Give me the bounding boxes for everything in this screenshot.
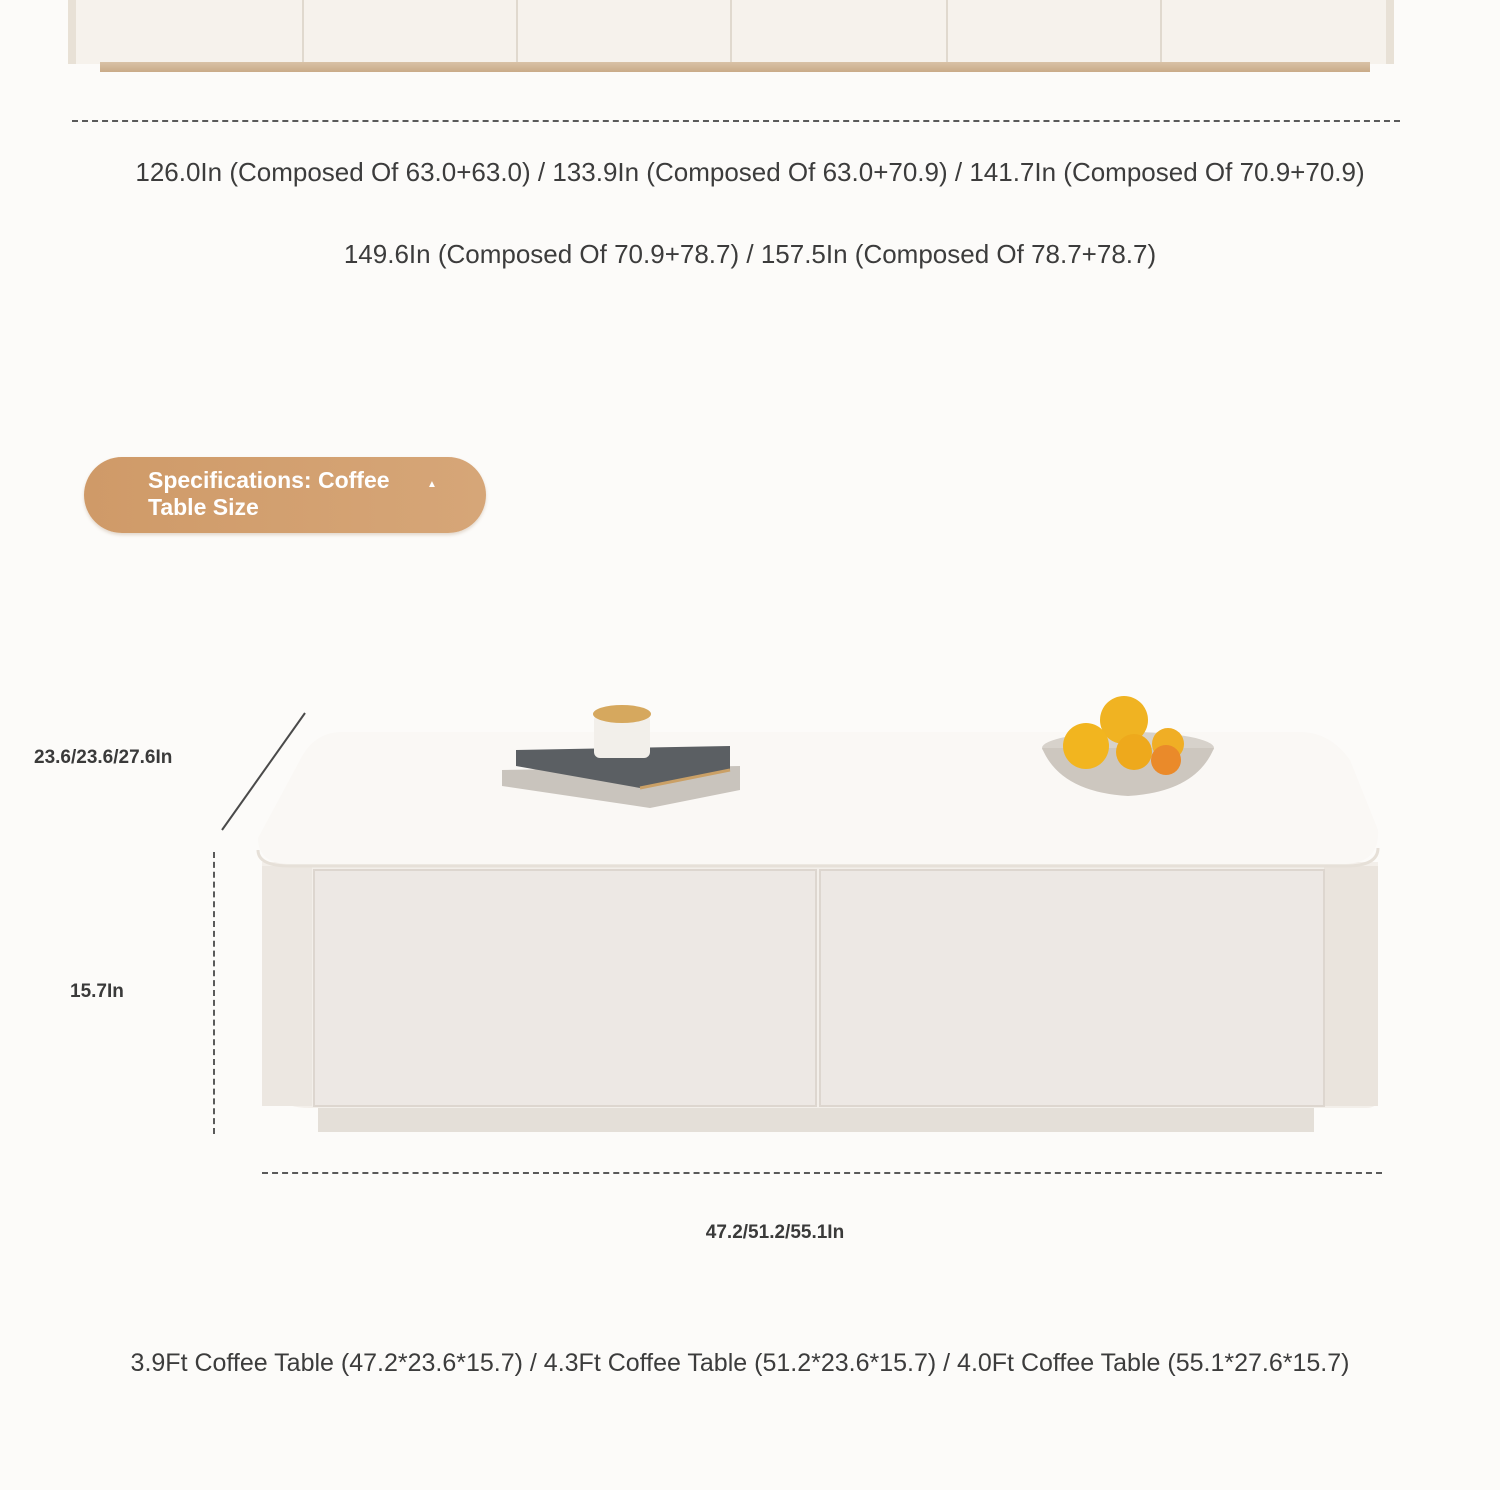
height-dimension-line xyxy=(213,852,215,1134)
triangle-icon: ▲ xyxy=(427,479,437,490)
cabinet-size-options-line2: 149.6In (Composed Of 70.9+78.7) / 157.5In (Composed Of 78.7+78.7) xyxy=(343,239,1157,269)
coffee-table-size-options: 3.9Ft Coffee Table (47.2*23.6*15.7) / 4.3Ft Coffee Table (51.2*23.6*15.7) / 4.0Ft Coffee Table (55.1*27.6*15.7) xyxy=(130,1349,1350,1377)
depth-label: 23.6/23.6/27.6In xyxy=(34,747,173,768)
height-label: 15.7In xyxy=(70,981,124,1002)
width-label: 47.2/51.2/55.1In xyxy=(705,1222,845,1243)
width-dimension-line xyxy=(262,1172,1382,1174)
spec-badge-label: Specifications: Coffee Table Size xyxy=(148,467,390,520)
cabinet-size-options-line1: 126.0In (Composed Of 63.0+63.0) / 133.9In (Composed Of 63.0+70.9) / 141.7In (Composed Of 70.9+70.9) xyxy=(135,157,1365,187)
